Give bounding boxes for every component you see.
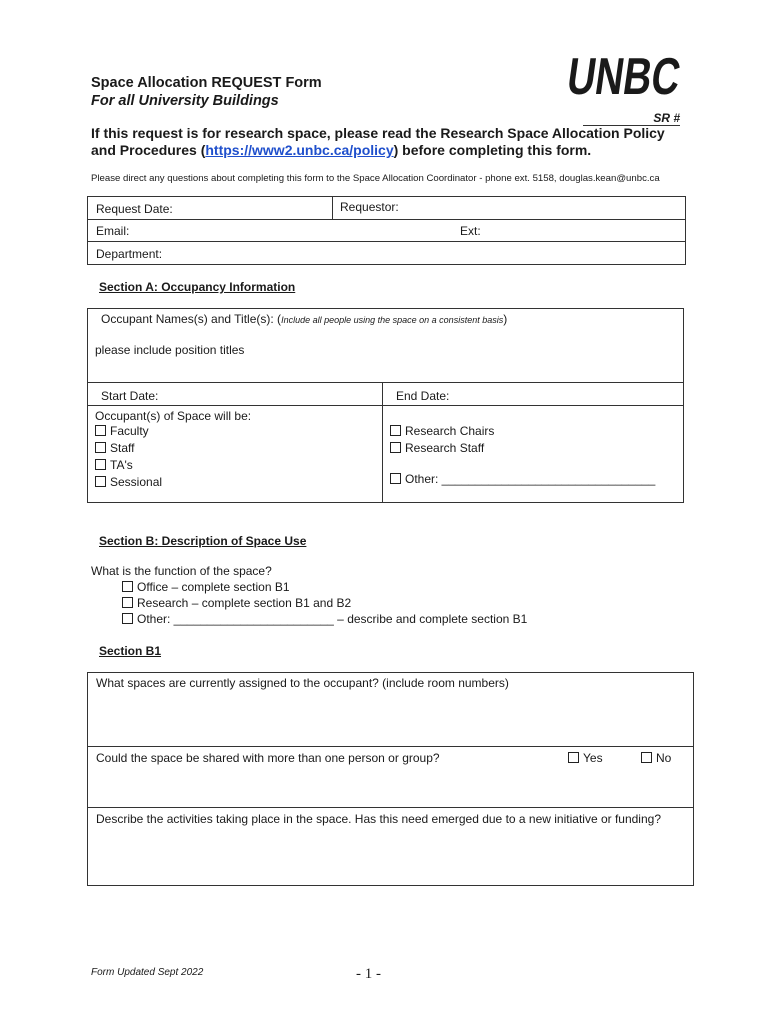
col-divider: [382, 382, 383, 502]
shared-no-option[interactable]: [641, 751, 671, 765]
row-divider: [88, 405, 683, 406]
shared-yes-option[interactable]: [568, 751, 603, 765]
email-field[interactable]: Email:: [96, 224, 130, 238]
option-label: Other: ________________________ – describe and complete section B1: [137, 612, 528, 626]
requestor-field[interactable]: Requestor:: [340, 200, 399, 214]
intro-text: [91, 125, 691, 159]
occupant-names-hint: Include all people using the space on a consistent basis: [281, 315, 504, 325]
form-subtitle: For all University Buildings: [91, 93, 279, 109]
option-research-chairs[interactable]: [390, 424, 494, 438]
page-number: - 1 -: [356, 966, 381, 982]
row-divider: [88, 241, 685, 242]
option-label: Sessional: [110, 475, 163, 489]
form-title: Space Allocation REQUEST Form: [91, 75, 322, 91]
requestor-table: [87, 196, 686, 265]
unbc-logo: [563, 40, 723, 110]
contact-note: Please direct any questions about completing this form to the Space Allocation Coordinator - phone ext. 5158, douglas.kean@unbc.ca: [91, 173, 660, 184]
form-updated-note: Form Updated Sept 2022: [91, 967, 204, 978]
function-question: What is the function of the space?: [91, 564, 272, 578]
option-staff[interactable]: [95, 441, 134, 455]
checkbox[interactable]: [568, 752, 579, 763]
position-note: please include position titles: [95, 343, 245, 357]
option-label: Yes: [583, 751, 603, 765]
option-label: Research Chairs: [405, 424, 495, 438]
checkbox[interactable]: [95, 425, 106, 436]
shared-space-question: Could the space be shared with more than one person or group?: [96, 751, 440, 765]
checkbox[interactable]: [122, 581, 133, 592]
checkbox[interactable]: [390, 442, 401, 453]
intro-text-after: ) before completing this form.: [393, 142, 592, 158]
row-divider: [88, 746, 693, 747]
checkbox[interactable]: [95, 442, 106, 453]
function-option-research[interactable]: [122, 596, 351, 610]
row-divider: [88, 807, 693, 808]
checkbox[interactable]: [122, 597, 133, 608]
option-label: Staff: [110, 441, 135, 455]
checkbox[interactable]: [95, 476, 106, 487]
option-label: Other: ________________________________: [405, 472, 656, 486]
section-b1-table: [87, 672, 694, 886]
option-label: No: [656, 751, 672, 765]
checkbox[interactable]: [95, 459, 106, 470]
option-label: Research – complete section B1 and B2: [137, 596, 352, 610]
start-date-field[interactable]: Start Date:: [101, 389, 159, 403]
function-option-office[interactable]: [122, 580, 290, 594]
checkbox[interactable]: [390, 425, 401, 436]
section-b-heading: Section B: Description of Space Use: [99, 534, 307, 548]
function-option-other[interactable]: [122, 612, 527, 626]
option-faculty[interactable]: [95, 424, 149, 438]
policy-link[interactable]: https://www2.unbc.ca/policy: [205, 142, 394, 158]
occupancy-table: [87, 308, 684, 503]
intro-text-before: If this request is for research space, please read the Research Space Allocation Policy and Procedures (: [91, 125, 665, 158]
row-divider: [88, 219, 685, 220]
col-divider: [332, 197, 333, 219]
end-date-field[interactable]: End Date:: [396, 389, 450, 403]
sr-number-label: SR #: [653, 111, 680, 125]
row-divider: [88, 382, 683, 383]
option-label: Research Staff: [405, 441, 485, 455]
occupant-names-text: Occupant Names(s) and Title(s): (: [101, 312, 282, 326]
logo-text: UNBC: [563, 48, 723, 106]
checkbox[interactable]: [641, 752, 652, 763]
section-b1-heading: Section B1: [99, 644, 162, 658]
assigned-spaces-question[interactable]: What spaces are currently assigned to the occupant? (include room numbers): [96, 676, 509, 690]
section-a-heading: Section A: Occupancy Information: [99, 280, 296, 294]
option-label: TA's: [110, 458, 133, 472]
checkbox[interactable]: [122, 613, 133, 624]
request-date-field[interactable]: Request Date:: [96, 202, 173, 216]
option-research-staff[interactable]: [390, 441, 484, 455]
option-tas[interactable]: [95, 458, 133, 472]
option-label: Office – complete section B1: [137, 580, 290, 594]
occupant-names-label[interactable]: [101, 312, 507, 326]
occupant-names-close: ): [503, 312, 508, 326]
department-field[interactable]: Department:: [96, 247, 163, 261]
option-sessional[interactable]: [95, 475, 162, 489]
option-other[interactable]: [390, 472, 655, 486]
ext-field[interactable]: Ext:: [460, 224, 481, 238]
activities-question[interactable]: Describe the activities taking place in the space. Has this need emerged due to a new initiative or funding?: [96, 812, 661, 826]
checkbox[interactable]: [390, 473, 401, 484]
option-label: Faculty: [110, 424, 149, 438]
occupants-label: Occupant(s) of Space will be:: [95, 409, 252, 423]
